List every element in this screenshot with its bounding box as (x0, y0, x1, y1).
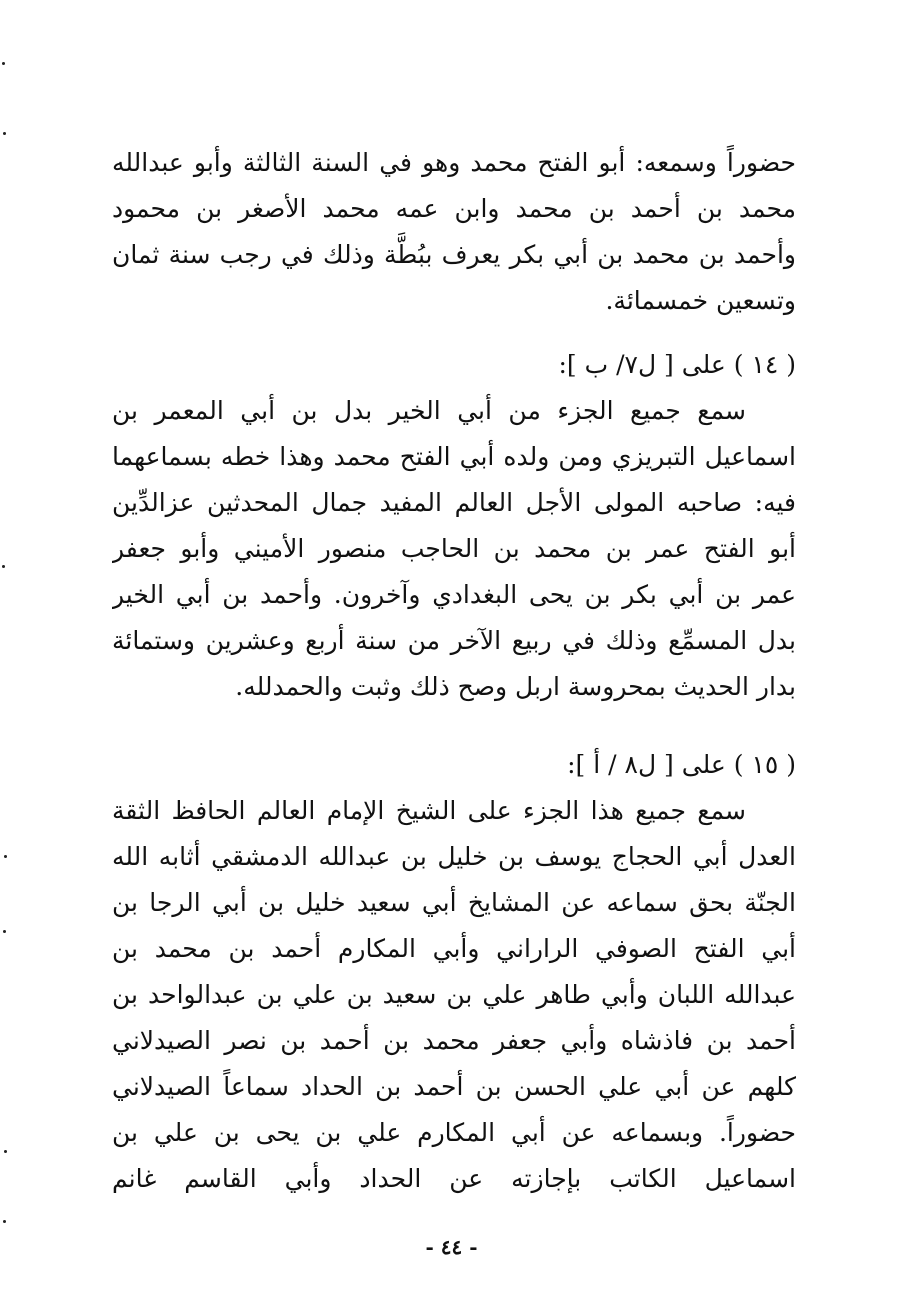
scan-mark (4, 1150, 7, 1153)
text-line: حضوراً وسمعه: أبو الفتح محمد وهو في السنة الثالثة وأبو عبدالله (112, 148, 796, 177)
section-15 (112, 742, 796, 1202)
section-14-heading: ( ١٤ ) على [ ل٧/ ب ]: (558, 350, 796, 379)
text-line: أبي الفتح الصوفي الراراني وأبي المكارم أحمد بن محمد بن (112, 934, 796, 963)
text-line: فيه: صاحبه المولى الأجل العالم المفيد جمال المحدثين عزالدِّين (112, 488, 796, 517)
text-line: عبدالله اللبان وأبي طاهر علي بن سعيد بن علي بن عبدالواحد بن (112, 980, 796, 1009)
scan-mark (3, 1220, 6, 1223)
scan-mark (3, 132, 6, 135)
scan-mark (4, 855, 7, 858)
text-line: سمع جميع الجزء من أبي الخير بدل بن أبي المعمر بن (112, 396, 746, 425)
text-line: اسماعيل التبريزي ومن ولده أبي الفتح محمد وهذا خطه بسماعهما (112, 442, 796, 471)
text-line: عمر بن أبي بكر بن يحى البغدادي وآخرون. وأحمد بن أبي الخير (112, 580, 796, 609)
text-line: اسماعيل الكاتب بإجازته عن الحداد وأبي القاسم غانم (112, 1164, 796, 1193)
scan-mark (3, 930, 6, 933)
text-line: كلهم عن أبي علي الحسن بن أحمد بن الحداد سماعاً الصيدلاني (112, 1072, 796, 1101)
section-14 (112, 342, 796, 710)
text-line: الجنّة بحق سماعه عن المشايخ أبي سعيد خليل بن أبي الرجا بن (112, 888, 796, 917)
text-line: وتسعين خمسمائة. (605, 286, 796, 315)
text-line: حضوراً. وبسماعه عن أبي المكارم علي بن يحى بن علي بن (112, 1118, 796, 1147)
text-line: العدل أبي الحجاج يوسف بن خليل بن عبدالله الدمشقي أثابه الله (112, 842, 796, 871)
text-line: وأحمد بن محمد بن أبي بكر يعرف ببُطَّة وذلك في رجب سنة ثمان (112, 240, 796, 269)
text-line: أبو الفتح عمر بن محمد بن الحاجب منصور الأميني وأبو جعفر (112, 534, 796, 563)
text-line: أحمد بن فاذشاه وأبي جعفر محمد بن أحمد بن نصر الصيدلاني (112, 1026, 796, 1055)
scan-mark (2, 565, 5, 568)
page-number: - ٤٤ - (425, 1235, 478, 1259)
section-15-heading: ( ١٥ ) على [ ل٨ / أ ]: (567, 750, 796, 779)
section-13-paragraph (112, 140, 796, 324)
text-line: بدل المسمِّع وذلك في ربيع الآخر من سنة أربع وعشرين وستمائة (112, 626, 796, 655)
scan-mark (2, 62, 5, 65)
text-line: بدار الحديث بمحروسة اربل وصح ذلك وثبت والحمدلله. (235, 672, 796, 701)
text-line: سمع جميع هذا الجزء على الشيخ الإمام العالم الحافظ الثقة (112, 796, 746, 825)
text-line: محمد بن أحمد بن محمد وابن عمه محمد الأصغر بن محمود (112, 194, 796, 223)
